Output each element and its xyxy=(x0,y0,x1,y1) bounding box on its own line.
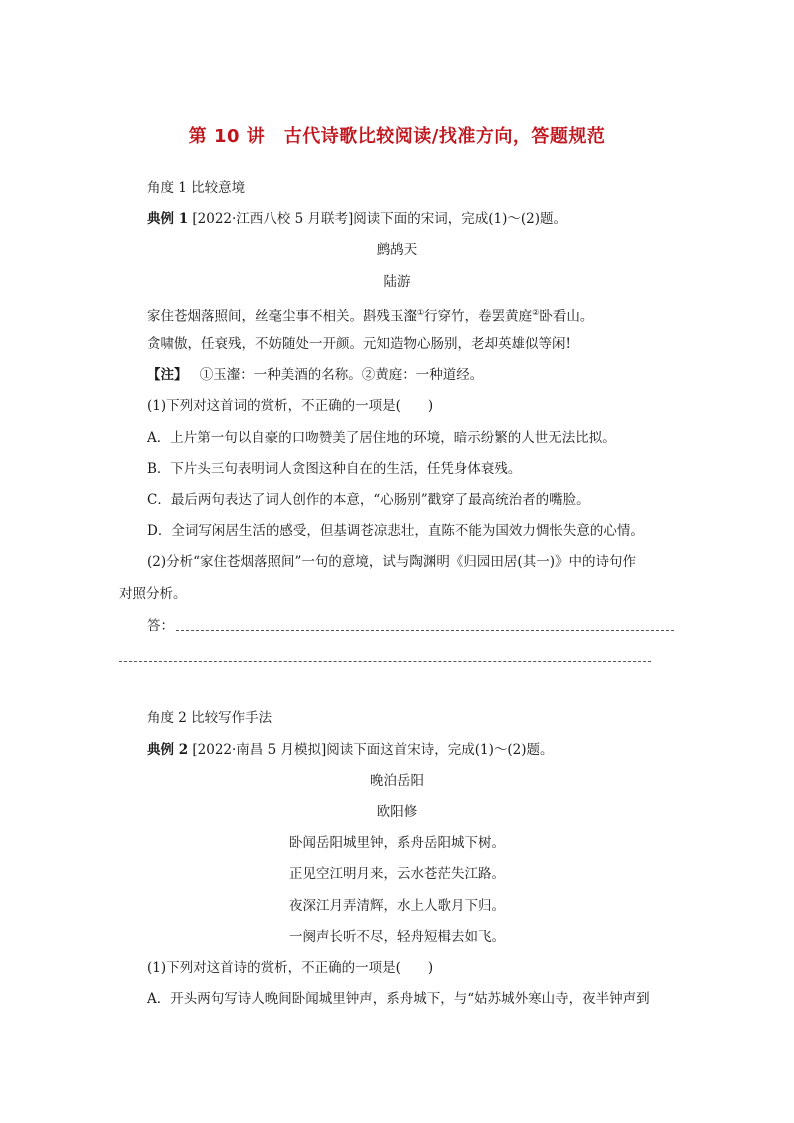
poem1-author: 陆游 xyxy=(383,274,411,290)
note2-mark: ② xyxy=(532,308,540,317)
option-b: B．下片头三句表明词人贪图这种自在的生活，任凭身体衰残。 xyxy=(147,461,522,477)
question1: (1)下列对这首词的赏析，不正确的一项是( ) xyxy=(147,398,434,414)
note-line xyxy=(147,365,483,385)
note1-mark: ① xyxy=(417,308,425,317)
example2-line xyxy=(147,740,554,760)
poem2-title: 晚泊岳阳 xyxy=(370,773,424,789)
option-c: C．最后两句表达了词人创作的本意，“心肠别”戳穿了最高统治者的嘴脸。 xyxy=(147,492,590,508)
poem1-line1-part-b: 行穿竹，卷罢黄庭 xyxy=(424,308,533,325)
note-text: ①玉瀣：一种美酒的名称。②黄庭：一种道经。 xyxy=(199,367,484,383)
poem1-line1-part-a: 家住苍烟落照间，丝毫尘事不相关。斟残玉瀣 xyxy=(147,308,417,325)
poem2-line: 夜深江月弄清辉，水上人歌月下归。 xyxy=(289,898,505,914)
note-label: 【注】 xyxy=(147,367,188,383)
section2-option-a: A．开头两句写诗人晚间卧闻城里钟声，系舟城下，与“姑苏城外寒山寺，夜半钟声到 xyxy=(147,991,650,1007)
poem1-line1-part-c: 卧看山。 xyxy=(539,308,594,325)
section2-question1: (1)下列对这首诗的赏析，不正确的一项是( ) xyxy=(147,960,434,976)
example2-label: 典例 2 xyxy=(147,742,189,758)
example1-label: 典例 1 xyxy=(147,211,189,227)
option-a: A．上片第一句以自豪的口吻赞美了居住地的环境，暗示纷繁的人世无法比拟。 xyxy=(147,430,616,446)
poem2-line: 正见空江明月来，云水苍茫失江路。 xyxy=(289,866,505,882)
example2-text: [2022·南昌 5 月模拟]阅读下面这首宋诗，完成(1)～(2)题。 xyxy=(192,742,554,758)
example1-line xyxy=(147,209,567,229)
poem1-line1 xyxy=(147,303,593,327)
poem2-line: 一阕声长听不尽，轻舟短楫去如飞。 xyxy=(289,929,505,945)
example1-text: [2022·江西八校 5 月联考]阅读下面的宋词，完成(1)～(2)题。 xyxy=(192,211,567,227)
option-d: D．全词写闲居生活的感受，但基调苍凉悲壮，直陈不能为国效力惆怅失意的心情。 xyxy=(147,523,644,539)
answer-line-2[interactable] xyxy=(119,661,651,662)
poem1-title: 鹧鸪天 xyxy=(376,242,418,258)
poem1-line2: 贪啸傲，任衰残，不妨随处一开颜。元知造物心肠别，老却英雄似等闲! xyxy=(147,336,571,352)
poem2-author: 欧阳修 xyxy=(376,804,418,820)
section1-heading: 角度 1 比较意境 xyxy=(147,180,246,196)
answer-label: 答： xyxy=(147,618,174,634)
page-title: 第 10 讲 古代诗歌比较阅读/找准方向，答题规范 xyxy=(188,126,606,147)
poem2-line: 卧闻岳阳城里钟，系舟岳阳城下树。 xyxy=(289,835,505,851)
question2-line2: 对照分析。 xyxy=(119,586,187,602)
section2-heading: 角度 2 比较写作手法 xyxy=(147,710,273,726)
answer-line-1[interactable] xyxy=(176,630,674,631)
question2-line1: (2)分析“家住苍烟落照间”一句的意境，试与陶渊明《归园田居(其一)》中的诗句作 xyxy=(147,554,636,570)
